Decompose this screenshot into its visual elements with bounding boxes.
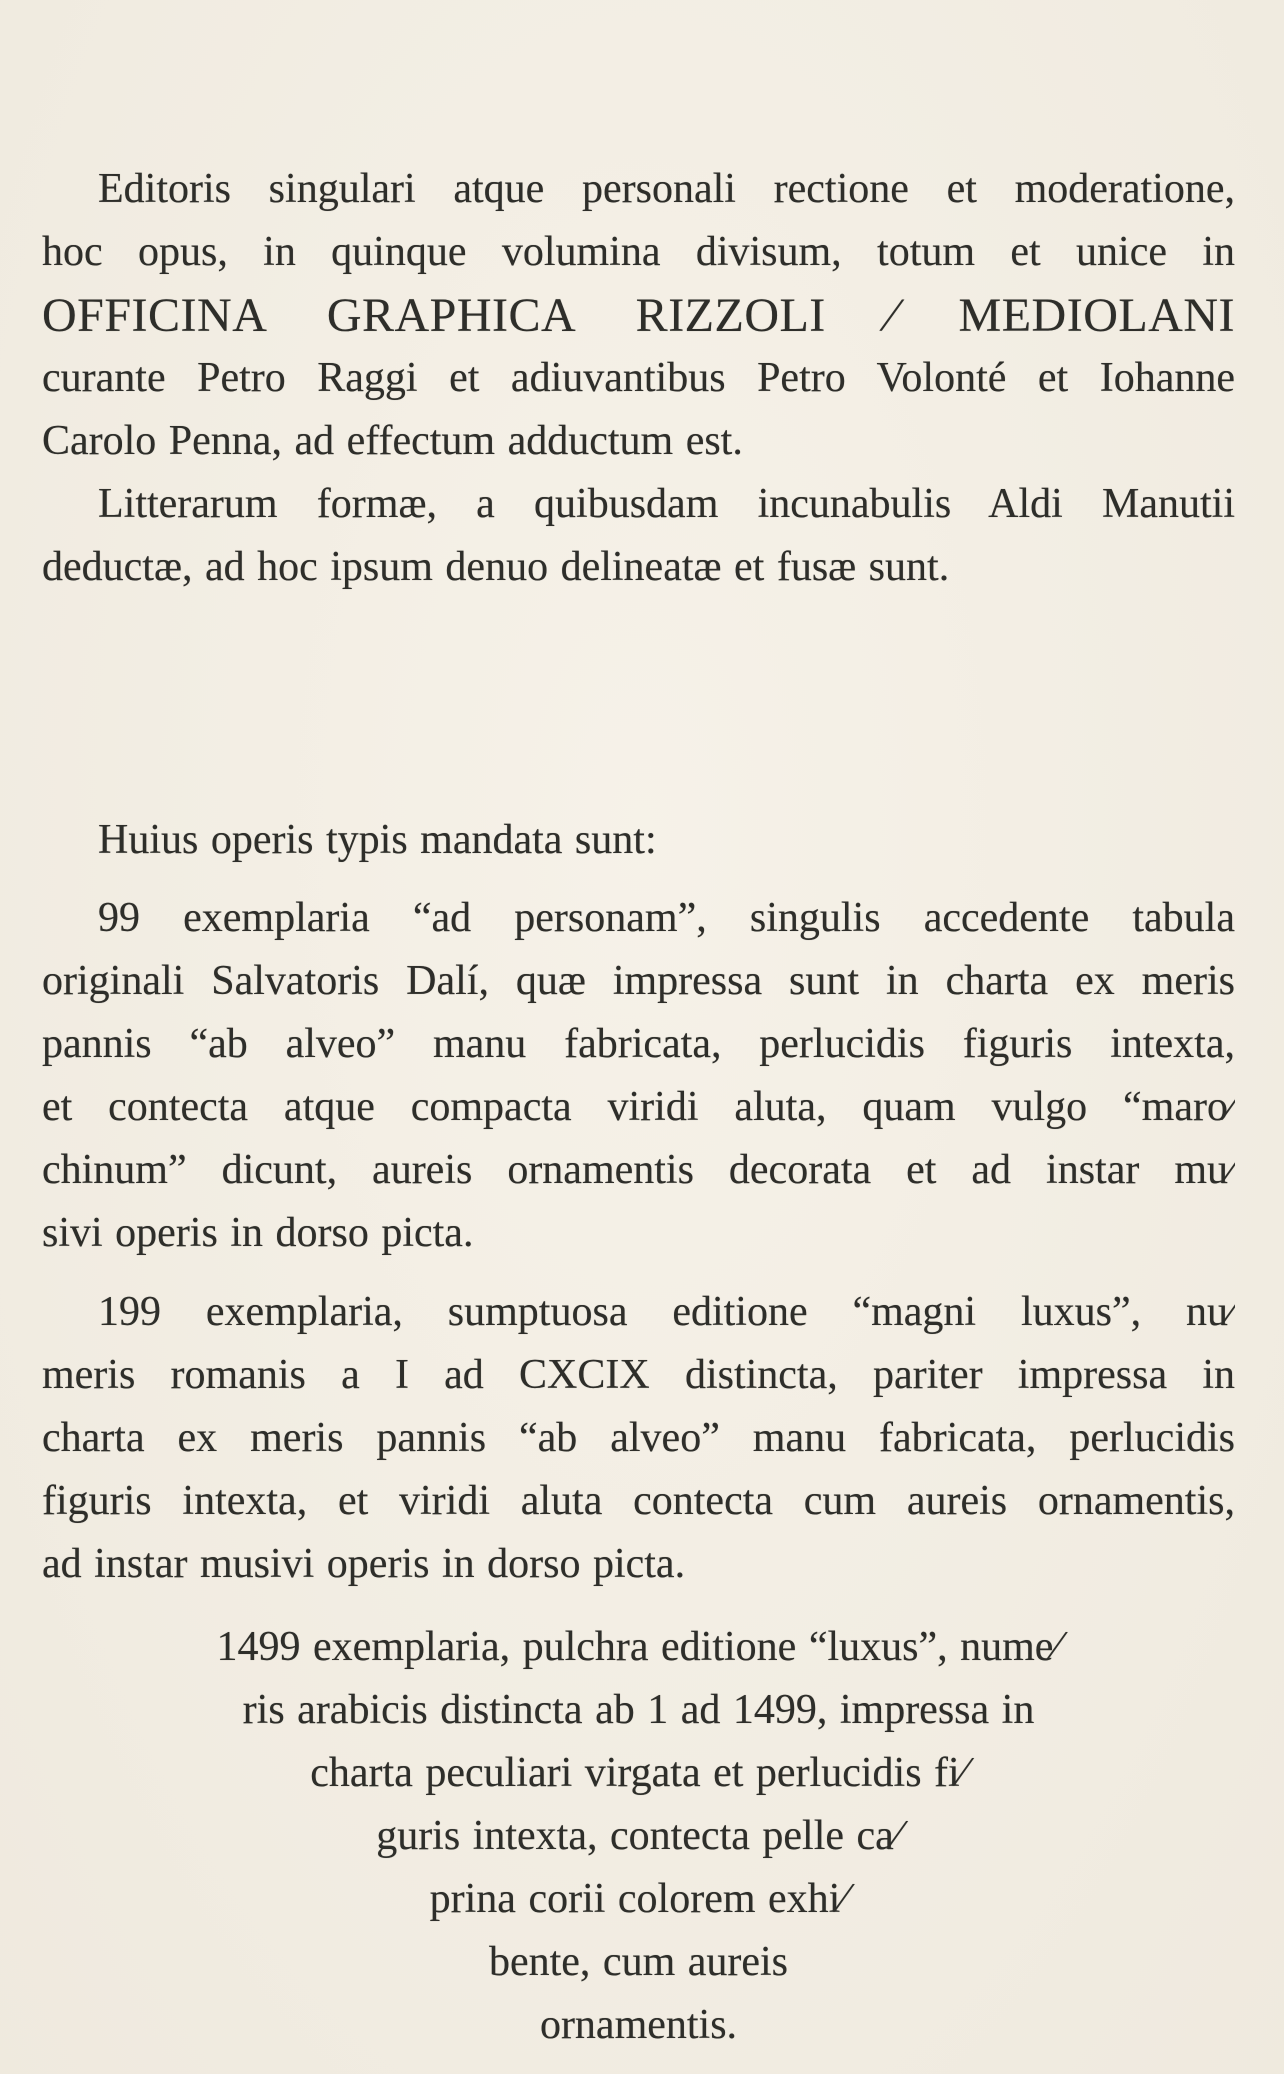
- edition-heading: Huius operis typis mandata sunt:: [98, 817, 657, 863]
- colophon-line: chinum” dicunt, aureis ornamentis decorata et ad instar mu⁄: [42, 1147, 1235, 1193]
- colophon-line: Editoris singulari atque personali rectione et moderatione,: [98, 166, 1235, 212]
- colophon-line: bente, cum aureis: [488, 1939, 789, 1985]
- paragraph-edition-99: [42, 887, 1235, 1265]
- colophon-line: pannis “ab alveo” manu fabricata, perlucidis figuris intexta,: [42, 1021, 1235, 1067]
- imprint-line: OFFICINA GRAPHICA RIZZOLI ⁄ MEDIOLANI: [42, 289, 1235, 342]
- paragraph-production: [42, 158, 1235, 473]
- section-gap: [42, 599, 1235, 809]
- colophon-line: 199 exemplaria, sumptuosa editione “magni luxus”, nu⁄: [98, 1289, 1235, 1335]
- paragraph-typeface: [42, 473, 1235, 599]
- paragraph-gap: [42, 872, 1235, 887]
- colophon-line: charta peculiari virgata et perlucidis fi⁄: [310, 1750, 967, 1796]
- colophon-line: sivi operis in dorso picta.: [42, 1210, 474, 1256]
- colophon-line: et contecta atque compacta viridi aluta, quam vulgo “maro⁄: [42, 1084, 1235, 1130]
- colophon-line: ad instar musivi operis in dorso picta.: [42, 1541, 686, 1587]
- colophon-line: ris arabicis distincta ab 1 ad 1499, impressa in: [242, 1687, 1035, 1733]
- colophon-line: ornamentis.: [539, 2002, 738, 2048]
- paragraph-gap: [42, 1596, 1235, 1616]
- colophon-line: charta ex meris pannis “ab alveo” manu fabricata, perlucidis: [42, 1415, 1235, 1461]
- colophon-line: figuris intexta, et viridi aluta contecta cum aureis ornamentis,: [42, 1478, 1235, 1524]
- colophon-line: meris romanis a I ad CXCIX distincta, pariter impressa in: [42, 1352, 1235, 1398]
- colophon-line: deductæ, ad hoc ipsum denuo delineatæ et fusæ sunt.: [42, 544, 950, 590]
- colophon-line: hoc opus, in quinque volumina divisum, totum et unice in: [42, 229, 1235, 275]
- colophon-line: Carolo Penna, ad effectum adductum est.: [42, 418, 743, 464]
- paragraph-edition-199: [42, 1281, 1235, 1596]
- colophon-line: curante Petro Raggi et adiuvantibus Petro Volonté et Iohanne: [42, 355, 1235, 401]
- paragraph-edition-1499: [42, 1616, 1235, 2057]
- colophon-line: originali Salvatoris Dalí, quæ impressa sunt in charta ex meris: [42, 958, 1235, 1004]
- colophon-line: prina corii colorem exhi⁄: [429, 1876, 848, 1922]
- colophon-line: 1499 exemplaria, pulchra editione “luxus”, nume⁄: [216, 1624, 1061, 1670]
- colophon-line: Litterarum formæ, a quibusdam incunabulis Aldi Manutii: [98, 481, 1235, 527]
- colophon-line: guris intexta, contecta pelle ca⁄: [376, 1813, 901, 1859]
- colophon-line: 99 exemplaria “ad personam”, singulis accedente tabula: [98, 895, 1235, 941]
- paragraph-gap: [42, 1265, 1235, 1281]
